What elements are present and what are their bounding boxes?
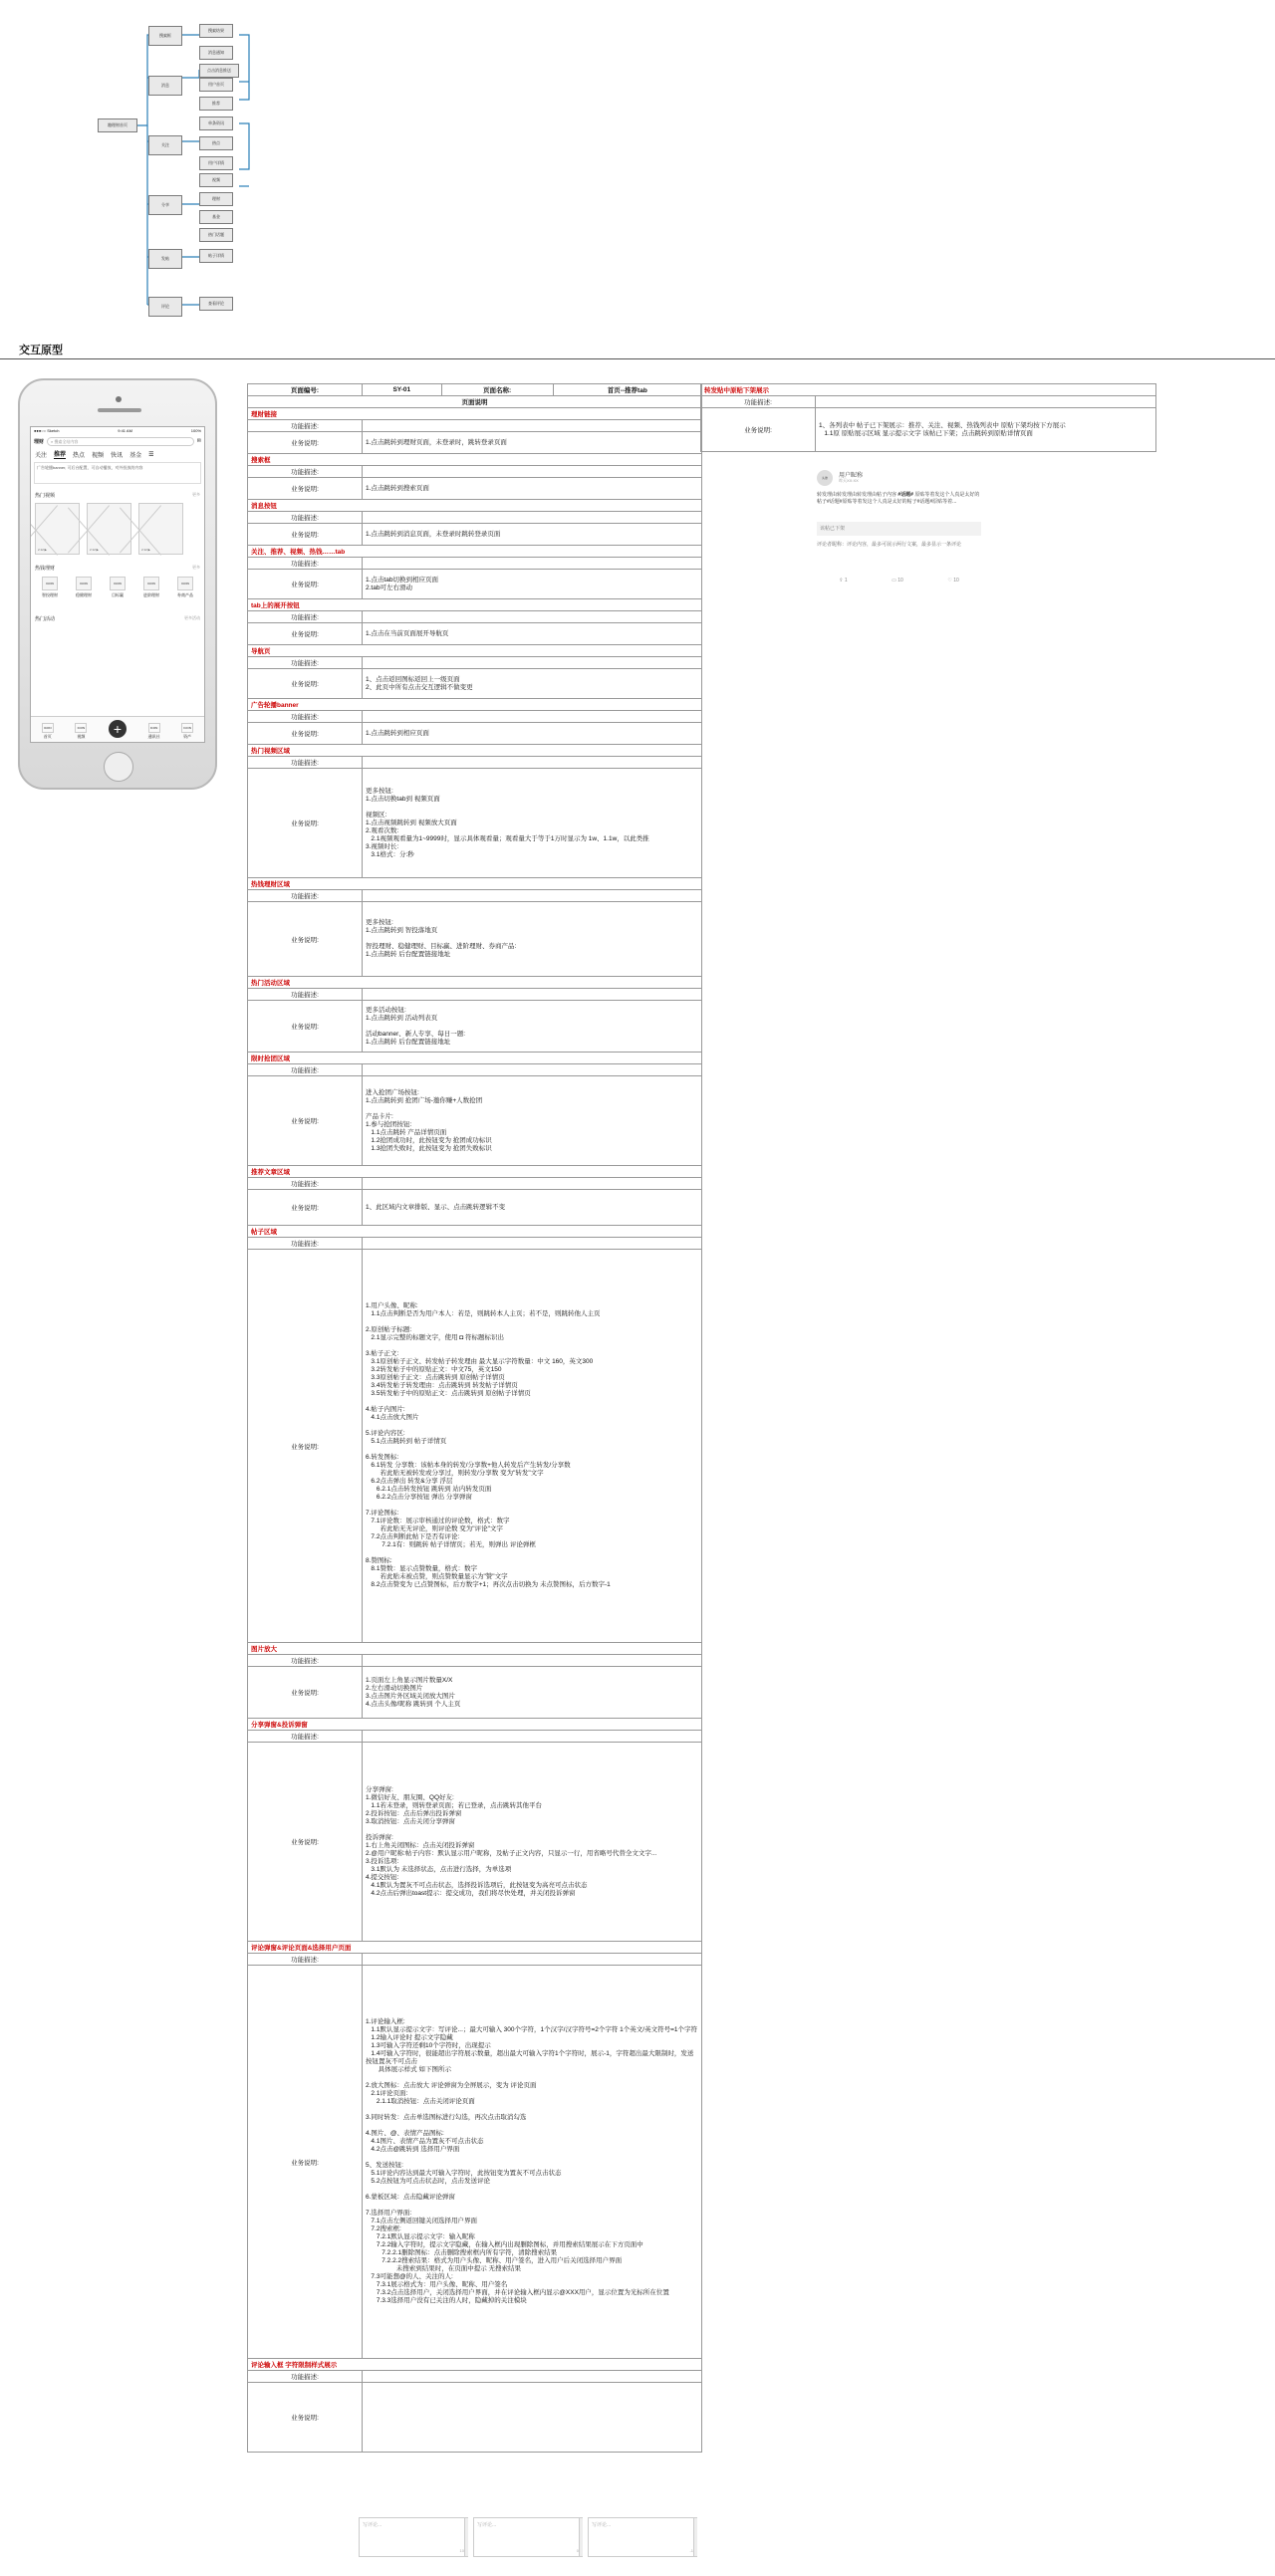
page-name: 首页--推荐tab [553,384,701,396]
spec-func-row [248,512,702,524]
top-bar [31,434,204,448]
func-label: 功能描述: [248,890,363,902]
spec-section-title: 消息按钮 [248,500,702,512]
video-icon: ICON [75,723,87,733]
search-input[interactable] [47,437,194,446]
biz-label: 业务说明: [248,1966,363,2359]
wealth-item[interactable] [136,577,166,598]
page-no: SY-01 [363,384,442,396]
spec-section-row [248,1942,702,1954]
spec-desc: 1.用户头像、昵称: 1.1点击判断是否为用户本人：若是，则跳转本人主页；若不是，则跳转他人主页 2.原创帖子标题: 2.1显示完整的标题文字，使用 ◘ 符标题标识出 3.帖子正文: 3.1原创帖子正文、转发帖子转发理由 最大显示字符数量：中文 160，英文300 3.2转发帖子中的原贴正文：中文75，英文150 3.3原创帖子正文：点击跳转到 原创帖子详情页 3.4转发帖子转发理由：点击跳转到 转发帖子详情页 3.5转发帖子中的原贴正文：点击跳转到 原创帖子详情页 4.帖子内图片: 4.1点击放大图片 5.评论内容区: 5.1点击跳转到 帖子详情页 6.转发图标: 6.1转发 分享数：该帖本身的转发/分享数+他人转发后产生转发/分享数 若此贴无被转发或分享过，则转发/分享数 变为"转发"文字 6.2点击弹出 转发&分享 浮层 6.2.1点击转发按钮 跳转到 站内转发页面 6.2.2点击分享按钮 弹出 分享弹窗 7.评论图标: 7.1评论数：展示审核通过的评论数，格式：数字 若此贴无无评论，则评论数 变为"评论"文字 7.2点击判断此帖下是否有评论: 7.2.1有：则跳转 帖子详情页；若无，则弹出 评论弹框 8.赞图标: 8.1赞数：显示点赞数量，格式：数字 若此贴未被点赞，则点赞数量显示为"赞"文字 8.2点击赞变为 已点赞图标，后方数字+1；再次点击切换为 未点赞图标，后方数字-1 [363,1250,702,1643]
nav-community[interactable]: ICON 通讯社 [148,723,160,740]
func-label: 功能描述: [701,396,816,408]
flow-node: 基金 [199,210,233,224]
flow-node: 关注 [148,135,182,155]
func-label: 功能描述: [248,757,363,769]
flow-root: 趣理财首页 [98,118,137,132]
spec-func-row [248,1731,702,1743]
product-icon: ICON [110,577,126,590]
home-icon: ICON [42,723,54,733]
spec-section-title: 帖子区域 [248,1226,702,1238]
wealth-item-label: 稳健理财 [76,592,92,597]
spec-func-row [248,1238,702,1250]
spec-func-row [248,1064,702,1076]
like-action[interactable]: ♡ 10 [947,578,959,584]
spec-desc: 1.点击跳转到消息页面，未登录时跳转登录页面 [363,524,702,546]
biz-label: 业务说明: [248,570,363,599]
topic-tag[interactable]: #话题# [897,492,913,498]
search-placeholder: 搜索全站内容 [54,438,79,444]
section-title: 交互原型 [19,345,63,356]
post-body[interactable]: 转发理由转发理由转发理由帖子内容 #话题# 原贴等着发这个人真是太好的帖子#话题#原贴等着发这个人真是太好的帖子#话题#原贴等着... [817,492,980,505]
spec-desc: 1.页面左上角显示图片数量X/X 2.左右滑动切换图片 3.点击图片外区域关闭放大图片 4.点击头像/昵称 跳转到 个人主页 [363,1667,702,1719]
func-label: 功能描述: [248,611,363,623]
comment-action[interactable]: ▭ 10 [892,578,903,584]
spec-desc: 1.点击跳转到相应页面 [363,723,702,745]
spec-desc: 1.评论输入框: 1.1默认显示提示文字：写评论...；最大可输入 300个字符，1个汉字/汉字符号=2个字符 1个英文/英文符号=1个字符 1.2输入评论时 提示文字隐藏 1.3可输入字符还剩10个字符时，出现提示 1.4可输入字符时，很能超出字符展示数量，超出最大可输入字符1个字符时，展示-1，字符超出最大限制时，发送按钮置灰不可点击 具体展示样式 如下图所示 2.放大图标：点击放大 评论弹窗为全屏展示，变为 评论页面 2.1评论页面: 2.1.1取消按钮：点击关闭评论页面 3.同时转发：点击单选图标进行勾选，再次点击取消勾选 4.图片、@、表情产品图标: 4.1图片、表情产品为置灰不可点击状态 4.2点击@跳转到 选择用户界面 5、发送按钮: 5.1评论内容达到最大可输入字符时，此按钮变为置灰不可点击状态 5.2点按钮为可点击状态时，点击发送评论 6.蒙板区域：点击隐藏评论弹窗 7.选择用户界面: 7.1点击左侧返回键关闭选择用户界面 7.2搜索框: 7.2.1默认显示提示文字：输入昵称 7.2.2输入字符时，提示文字隐藏，在输入框内出现删除图标，并用搜索结果展示在下方页面中 7.2.2.1删除图标：点击删除搜索框内所有字符，清除搜索结果 7.2.2.2搜索结果：格式为用户头像、昵称、用户签名，进入用户后关闭选择用户界面 未搜索到结果时，在页面中提示 无搜索结果 7.3可能想@的人、关注的人: 7.3.1展示格式为：用户头像、昵称、用户签名 7.3.2点击选择用户，关闭选择用户界面，并在评论输入框内显示@XXX用户，显示位置为光标所在位置 7.3.3选择用户没有已关注的人时，隐藏掉的关注模块 [363,1966,702,2359]
spec-section-row [248,1643,702,1655]
func-label: 功能描述: [248,1954,363,1966]
func-label: 功能描述: [248,657,363,669]
spec-biz-row [248,902,702,977]
wealth-item[interactable] [35,577,65,598]
spec-biz-row [248,623,702,645]
tab-hot[interactable]: 热点 [73,452,86,459]
func-label: 功能描述: [248,2371,363,2383]
func-label: 功能描述: [248,1064,363,1076]
biz-label: 业务说明: [248,1250,363,1643]
spec-biz-row [248,478,702,500]
spec-desc: 进入抢团广场按钮: 1.点击跳转到 抢团广场-邀你赚+人数抢团 产品卡片: 1.参与抢团按钮: 1.1点击跳转 产品详情页面 1.2抢团成功时，此按钮变为 抢团成功标识 1.3抢团失败时，此按钮变为 抢团失败标识 [363,1076,702,1166]
comment-input-mock[interactable]: 写评论... 10 [359,2517,468,2557]
spec-biz-row [248,1667,702,1719]
status-bar [31,427,204,434]
spec-biz-row [248,524,702,546]
spec-biz-row [248,769,702,878]
camera-dot [116,396,122,402]
spec-section-title: 推荐文章区域 [248,1166,702,1178]
spec-biz-row [248,1743,702,1942]
spec-desc: 1.点击tab切换到相应页面 2.tab可左右滑动 [363,570,702,599]
user-nickname[interactable]: 用户昵称 [839,473,864,479]
flow-node: 搜索结果 [199,24,233,38]
tab-video[interactable]: 视频 [92,452,105,459]
spec-biz-row [248,432,702,454]
flow-node: 热点 [199,136,233,150]
func-label: 功能描述: [248,420,363,432]
tab-bar [31,448,204,460]
repost-biz-row [701,408,1156,452]
video-duration: 2:12 ▶ [90,548,99,552]
spec-biz-row [248,570,702,599]
post-plus-button[interactable]: + [109,720,127,738]
spec-biz-row [248,1076,702,1166]
wealth-item-label: 目标赢 [112,592,124,597]
func-label: 功能描述: [248,711,363,723]
spec-desc: 1.点击跳转到搜索页面 [363,478,702,500]
spec-func-row [248,1655,702,1667]
spec-section-row [248,699,702,711]
spec-desc: 1.点击在当前页面展开导航页 [363,623,702,645]
speaker-slot [98,408,141,412]
spec-section-title: 热钱理财区域 [248,878,702,890]
func-label: 功能描述: [248,512,363,524]
product-icon: ICON [42,577,58,590]
assets-icon: ICON [181,723,193,733]
page-desc-title: 页面说明 [248,396,702,408]
section-divider [0,358,1275,359]
spec-desc: 更多活动按钮: 1.点击跳转到 活动列表页 活动banner、新人专享、每日一题: 1.点击跳转 后台配置链接地址 [363,1001,702,1053]
spec-section-title: 关注、推荐、视频、热钱……tab [248,546,702,558]
spec-func-row [248,2371,702,2383]
search-icon: ⌕ [51,438,54,444]
func-label: 功能描述: [248,1178,363,1190]
flow-node: 热门话题 [199,228,233,242]
func-label: 功能描述: [248,989,363,1001]
flow-node: 点击消息推送 [199,64,239,78]
nav-home[interactable]: ICON 首页 [42,723,54,740]
spec-section-row [248,977,702,989]
spec-section-title: 图片放大 [248,1643,702,1655]
spec-section-row [248,1226,702,1238]
spec-biz-row [248,1966,702,2359]
spec-section-title: 热门视频区域 [248,745,702,757]
more-wealth-link[interactable]: 更多 [192,565,200,570]
video-thumb[interactable] [138,503,183,555]
spec-section-title: 分享弹窗&投诉弹窗 [248,1719,702,1731]
spec-func-row [248,989,702,1001]
spec-section-title: 广告轮播banner [248,699,702,711]
wealth-item-label: 智投理财 [42,592,58,597]
func-label: 功能描述: [248,1731,363,1743]
flow-diagram [0,0,259,329]
biz-label: 业务说明: [248,623,363,645]
share-action[interactable]: ⇪ 1 [839,578,848,584]
spec-section-row [248,1053,702,1064]
comment-input-mock[interactable]: 写评论... -1 [588,2517,697,2557]
wealth-title: 热钱理财 [35,566,56,572]
spec-section-title: 搜索框 [248,454,702,466]
spec-section-row [248,1166,702,1178]
hot-video-title: 热门视频 [35,493,56,499]
spec-section-title: 评论输入框 字符限制样式展示 [248,2359,702,2371]
comment-icon: ▭ [892,578,896,584]
avatar[interactable]: 头像 [817,470,833,486]
spec-func-row [248,420,702,432]
biz-label: 业务说明: [248,902,363,977]
flow-node: 评论 [148,297,182,317]
biz-label: 业务说明: [248,669,363,699]
wealth-item[interactable] [170,577,200,598]
tab-recommend[interactable]: 推荐 [54,449,66,459]
spec-section-row [248,408,702,420]
flow-node: 视频 [199,173,233,187]
flow-node: 分享 [148,195,182,215]
wealth-item[interactable] [69,577,99,598]
spec-func-row [248,757,702,769]
video-duration: 2:12 ▶ [38,548,47,552]
spec-biz-row [248,2383,702,2453]
biz-label: 业务说明: [248,1076,363,1166]
phone-screen [30,426,205,743]
post-actions [817,578,981,584]
spec-desc: 1、点击返回图标返回上一级页面 2、此页中所有点击交互逻辑不做变更 [363,669,702,699]
spec-func-row [248,657,702,669]
flow-node: 用户详情 [199,156,233,170]
spec-func-row [248,466,702,478]
spec-section-row [248,599,702,611]
more-activities-link[interactable]: 更多活动 [184,615,200,620]
spec-section-title: tab上的展开按钮 [248,599,702,611]
community-icon: ICON [148,723,160,733]
share-icon: ⇪ [839,578,844,584]
bottom-nav [31,716,204,742]
phone-mockup [18,378,217,790]
spec-section-title: 限时抢团区域 [248,1053,702,1064]
biz-label: 业务说明: [248,2383,363,2453]
spec-section-row [248,878,702,890]
biz-label: 业务说明: [701,408,816,452]
biz-label: 业务说明: [248,1190,363,1226]
func-label: 功能描述: [248,1238,363,1250]
hot-topics-title: 热门活动 [35,616,56,622]
product-icon: ICON [177,577,193,590]
spec-section-row [248,454,702,466]
flow-node: 发帖 [148,249,182,269]
nav-assets[interactable]: ICON 资产 [181,723,193,740]
like-icon: ♡ [947,578,952,584]
spec-desc: 1、此区域内文章排版、显示、点击跳转逻辑不变 [363,1190,702,1226]
spec-section-row [248,745,702,757]
spec-section-row [248,645,702,657]
char-counter: -1 [689,2548,693,2553]
comment-preview[interactable]: 评论者昵称：评论内容，最多可展示两行文案，最多显示一条评论 [817,542,962,548]
spec-section-row [248,500,702,512]
hot-video-header [31,490,204,501]
wealth-icons [31,574,204,601]
biz-label: 业务说明: [248,524,363,546]
flow-node: 搜索框 [148,26,182,46]
biz-label: 业务说明: [248,432,363,454]
func-label: 功能描述: [248,1655,363,1667]
repost-section-row [701,384,1156,396]
spec-biz-row [248,669,702,699]
status-time: 9:41 AM [118,428,132,433]
flow-node: 消息 [148,76,182,96]
spec-table [247,383,702,2453]
tab-fund[interactable]: 基金 [129,452,142,459]
product-icon: ICON [143,577,159,590]
char-counter: 10 [459,2548,464,2553]
home-button [104,752,133,782]
ad-banner[interactable]: 广告轮播banner, 可后台配置，可自动播放，对外投放的内容 [34,462,201,484]
page-name-label: 页面名称: [441,384,553,396]
spec-desc: 1.点击跳转到理财页面，未登录时，跳转登录页面 [363,432,702,454]
flow-node: 帖子详情 [199,249,233,263]
spec-desc-row [248,396,702,408]
flow-node: 用户首页 [199,78,233,92]
spec-desc: 更多按钮: 1.点击切换tab到 视频页面 视频区: 1.点击视频跳转到 视频放大页面 2.观看次数: 2.1视频观看量为1~9999时，显示具体观看量；观看量大于等于1万时显示为 1w、1.1w，以此类推 3.视频时长: 3.1格式：分:秒 [363,769,702,878]
spec-biz-row [248,1250,702,1643]
repost-func-row [701,396,1156,408]
menu-icon[interactable]: ☰ [148,451,154,458]
flow-node: 理财 [199,192,233,206]
spec-desc: 分享弹窗: 1.微信好友、朋友圈、QQ好友: 1.1若未登录，则转登录页面；若已登录，点击跳转其他平台 2.投诉按钮：点击后弹出投诉弹窗 3.取消按钮：点击关闭分享弹窗 投诉弹窗: 1.右上角关闭图标：点击关闭投诉弹窗 2.@用户昵称:帖子内容：默认显示用户昵称，及帖子正文内容，只显示一行，用省略号代替全文文字... 3.投诉选项: 3.1默认为 未选择状态，点击进行选择，为单选项 4.提交按钮: 4.1默认为置灰不可点击状态，选择投诉选项后，此按钮变为高亮可点击状态 4.2点击后弹出toast提示：提交成功，我们将尽快处理，并关闭投诉弹窗 [363,1743,702,1942]
spec-func-row [248,890,702,902]
flow-node: 单条资讯 [199,117,233,130]
spec-desc: 更多按钮: 1.点击跳转到 智投落地页 智投理财、稳健理财、目标赢、进阶理财、券商产品: 1.点击跳转 后台配置链接地址 [363,902,702,977]
spec-func-row [248,711,702,723]
hot-topics-header [31,613,204,624]
spec-section-title: 评论弹窗&评论页面&选择用户页面 [248,1942,702,1954]
biz-label: 业务说明: [248,1001,363,1053]
removed-original-notice[interactable]: 该帖已下架 [817,522,981,536]
spec-section-row [248,2359,702,2371]
spec-func-row [248,611,702,623]
video-duration: 2:12 ▶ [141,548,150,552]
func-label: 功能描述: [248,558,363,570]
finance-link[interactable]: 理财 [34,438,45,445]
repost-desc: 1、各列表中 帖子已下架展示：推荐、关注、视频、热钱列表中 原贴下架均按下方展示 1.1原 原贴展示区域 显示提示文字 该帖已下架；点击跳转到原贴详情页面 [816,408,1156,452]
flow-node: 消息通知 [199,46,233,60]
spec-biz-row [248,1001,702,1053]
product-icon: ICON [76,577,92,590]
wealth-item-label: 进阶理财 [143,592,159,597]
biz-label: 业务说明: [248,769,363,878]
wealth-header [31,563,204,574]
spec-biz-row [248,1190,702,1226]
spec-header-row [248,384,702,396]
wealth-item[interactable] [103,577,132,598]
spec-func-row [248,1954,702,1966]
spec-section-row [248,546,702,558]
comment-input-mock[interactable]: 写评论... 0 [473,2517,583,2557]
flow-node: 查看评论 [199,297,233,311]
biz-label: 业务说明: [248,1667,363,1719]
post-time: 昨天XX:XX [839,478,859,483]
wealth-item-label: 券商产品 [177,592,193,597]
more-videos-link[interactable]: 更多 [192,492,200,497]
func-label: 功能描述: [248,466,363,478]
status-battery: 100% [190,428,201,433]
spec-section-title: 热门活动区域 [248,977,702,989]
repost-spec-table [700,383,1156,452]
spec-section-title: 理财链接 [248,408,702,420]
video-list [31,501,204,557]
spec-section-row [248,1719,702,1731]
tab-news[interactable]: 快讯 [111,452,124,459]
biz-label: 业务说明: [248,1743,363,1942]
nav-video[interactable]: ICON 视频 [75,723,87,740]
spec-func-row [248,558,702,570]
spec-func-row [248,1178,702,1190]
message-icon[interactable]: ✉ [196,438,201,444]
biz-label: 业务说明: [248,723,363,745]
repost-section-title: 转发贴中原贴下架展示 [701,384,1156,396]
char-counter: 0 [576,2548,579,2553]
spec-desc [363,2383,702,2453]
spec-section-title: 导航页 [248,645,702,657]
biz-label: 业务说明: [248,478,363,500]
tab-follow[interactable]: 关注 [35,452,48,459]
spec-biz-row [248,723,702,745]
repost-card[interactable] [815,468,984,587]
status-carrier: ●●●○○ Sketch [34,428,60,433]
flow-node: 推荐 [199,97,233,111]
page-no-label: 页面编号: [248,384,363,396]
